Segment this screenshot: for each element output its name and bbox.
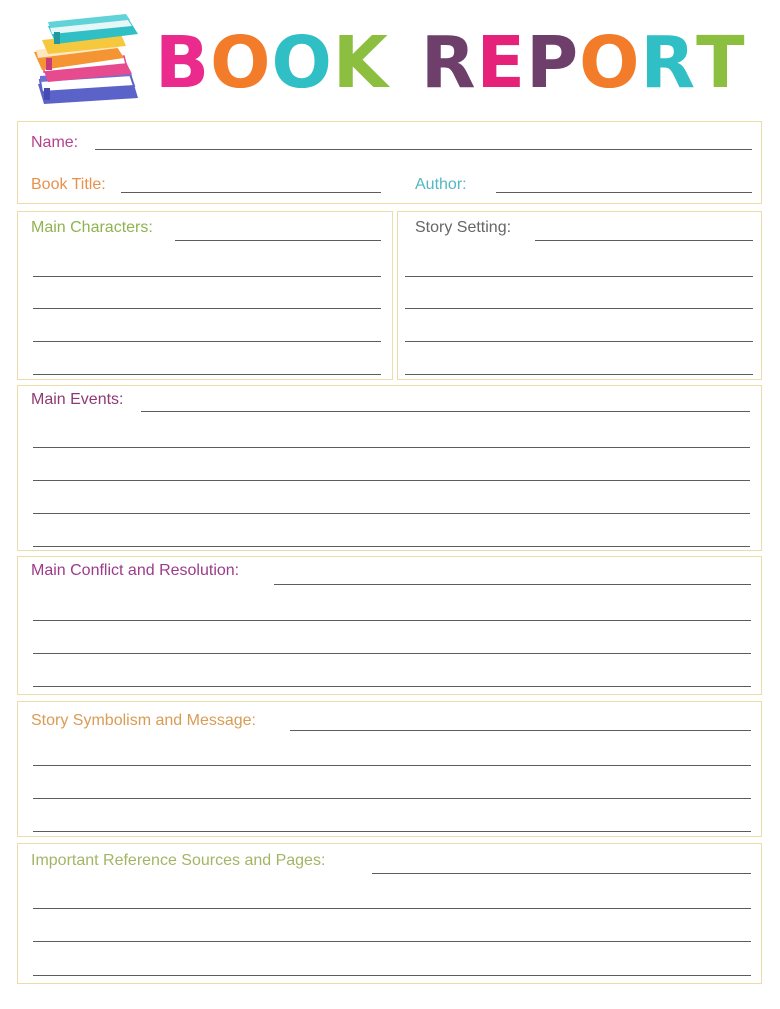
- conflict-resolution-line[interactable]: [274, 584, 751, 585]
- reference-sources-line[interactable]: [33, 941, 751, 942]
- main-characters-label: Main Characters:: [31, 219, 153, 236]
- book-title-label: Book Title:: [31, 176, 106, 193]
- main-characters-section: [17, 211, 393, 380]
- stacked-books-icon: [28, 14, 144, 112]
- reference-sources-label: Important Reference Sources and Pages:: [31, 852, 326, 869]
- name-label: Name:: [31, 134, 79, 151]
- reference-sources-line[interactable]: [33, 908, 751, 909]
- conflict-resolution-line[interactable]: [33, 620, 751, 621]
- symbolism-message-label: Story Symbolism and Message:: [31, 712, 256, 729]
- title-letter-o1: O: [210, 20, 272, 104]
- main-events-line[interactable]: [33, 447, 750, 448]
- title-letter-o3: O: [579, 20, 641, 104]
- title-letter-r1: R: [420, 20, 477, 104]
- main-characters-line[interactable]: [33, 341, 381, 342]
- book-title-line[interactable]: [121, 192, 381, 193]
- story-setting-line[interactable]: [405, 276, 753, 277]
- author-label: Author:: [415, 176, 467, 193]
- main-characters-line[interactable]: [175, 240, 381, 241]
- main-events-section: [17, 385, 762, 551]
- story-setting-section: [397, 211, 762, 380]
- story-setting-line[interactable]: [405, 374, 753, 375]
- story-setting-line[interactable]: [405, 308, 753, 309]
- name-title-author-section: [17, 121, 762, 204]
- conflict-resolution-line[interactable]: [33, 653, 751, 654]
- title-letter-o2: O: [271, 20, 333, 104]
- story-setting-line[interactable]: [535, 240, 753, 241]
- report-header: [0, 0, 780, 118]
- main-characters-line[interactable]: [33, 308, 381, 309]
- reference-sources-section: [17, 843, 762, 984]
- title-letter-p: P: [526, 20, 580, 104]
- title-letter-r2: R: [640, 20, 697, 104]
- conflict-resolution-label: Main Conflict and Resolution:: [31, 562, 240, 579]
- story-setting-label: Story Setting:: [415, 219, 512, 236]
- main-characters-line[interactable]: [33, 276, 381, 277]
- title-letter-b: B: [155, 20, 211, 104]
- main-events-label: Main Events:: [31, 391, 124, 408]
- reference-sources-line[interactable]: [33, 975, 751, 976]
- conflict-resolution-line[interactable]: [33, 686, 751, 687]
- main-characters-line[interactable]: [33, 374, 381, 375]
- symbolism-message-line[interactable]: [33, 831, 751, 832]
- title-letter-t: T: [696, 20, 746, 104]
- title-letter-e: E: [476, 20, 527, 104]
- main-events-line[interactable]: [141, 411, 750, 412]
- reference-sources-line[interactable]: [372, 873, 751, 874]
- main-events-line[interactable]: [33, 513, 750, 514]
- story-setting-line[interactable]: [405, 341, 753, 342]
- name-line[interactable]: [95, 149, 752, 150]
- symbolism-message-section: [17, 701, 762, 837]
- report-title: [155, 22, 755, 102]
- symbolism-message-line[interactable]: [33, 798, 751, 799]
- symbolism-message-line[interactable]: [33, 765, 751, 766]
- main-events-line[interactable]: [33, 480, 750, 481]
- conflict-resolution-section: [17, 556, 762, 695]
- author-line[interactable]: [496, 192, 752, 193]
- symbolism-message-line[interactable]: [290, 730, 751, 731]
- title-letter-k: K: [332, 20, 389, 104]
- main-events-line[interactable]: [33, 546, 750, 547]
